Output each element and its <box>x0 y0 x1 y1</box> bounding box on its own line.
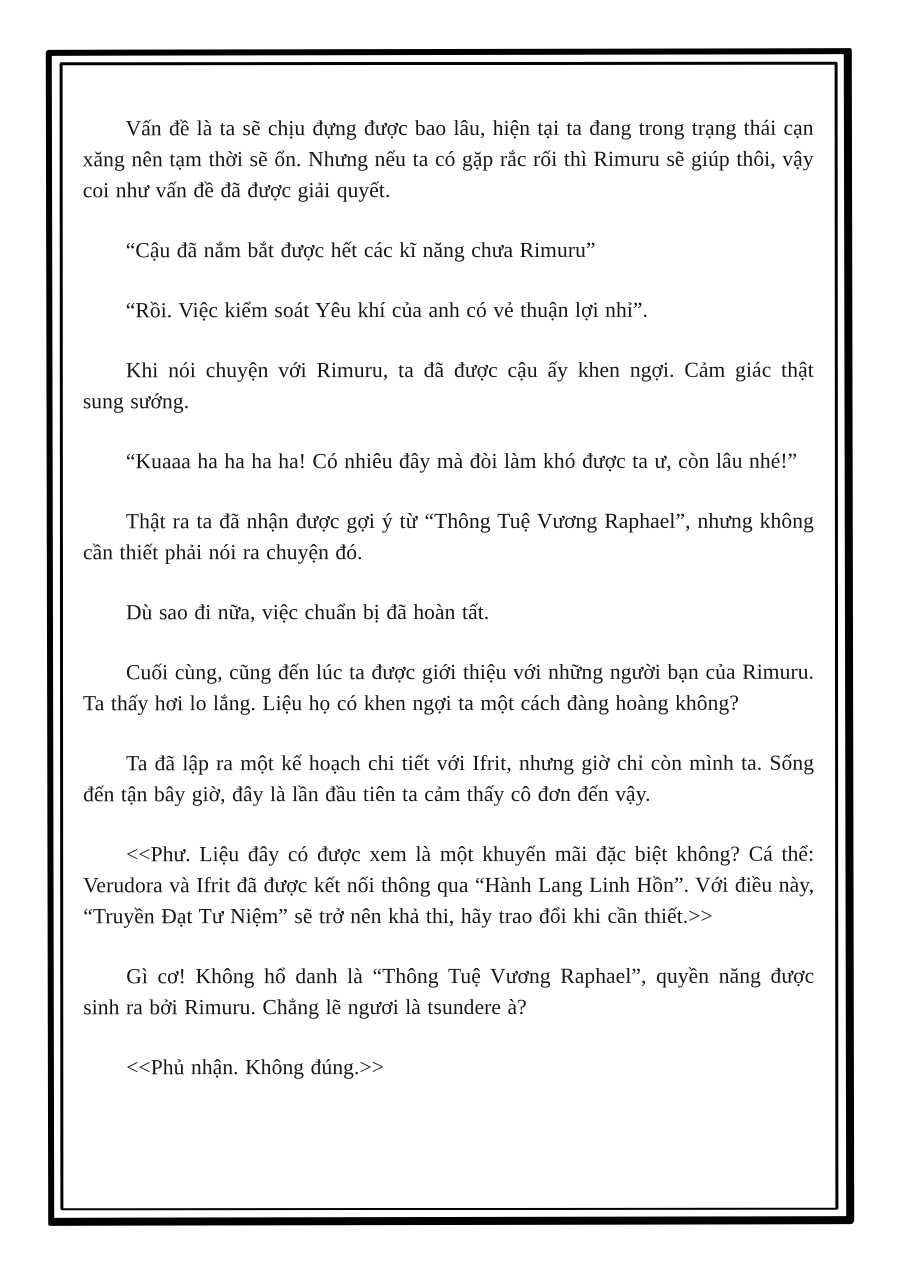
paragraph: Vấn đề là ta sẽ chịu đựng được bao lâu, hiện tại ta đang trong trạng thái cạn xăng nên tạm thời sẽ ổn. Nhưng nếu ta có gặp rắc rối thì Rimuru sẽ giúp thôi, vậy coi như vấn đề đã được giải quyết. <box>82 115 814 203</box>
paragraph: Cuối cùng, cũng đến lúc ta được giới thiệu với những người bạn của Rimuru. Ta thấy hơi lo lắng. Liệu họ có khen ngợi ta một cách đàng hoàng không? <box>83 659 815 716</box>
paragraph: Dù sao đi nữa, việc chuẩn bị đã hoàn tất. <box>125 599 490 625</box>
paragraph: Khi nói chuyện với Rimuru, ta đã được cậu ấy khen ngợi. Cảm giác thật sung sướng. <box>82 357 814 414</box>
paragraph: Gì cơ! Không hổ danh là “Thông Tuệ Vương Raphael”, quyền năng được sinh ra bởi Rimuru. Chẳng lẽ ngươi là tsundere à? <box>83 963 815 1020</box>
page-content <box>63 65 836 1209</box>
paragraph: <<Phư. Liệu đây có được xem là một khuyến mãi đặc biệt không? Cá thể: Verudora và Ifrit đã được kết nối thông qua “Hành Lang Linh Hồn”. Với điều này, “Truyền Đạt Tư Niệm” sẽ trở nên khả thi, hãy trao đổi khi cần thiết.>> <box>83 841 815 929</box>
page-frame-outer <box>46 48 854 1226</box>
paragraph: “Cậu đã nắm bắt được hết các kĩ năng chưa Rimuru” <box>125 237 596 263</box>
paragraph: “Kuaaa ha ha ha ha! Có nhiêu đây mà đòi làm khó được ta ư, còn lâu nhé!” <box>125 448 798 474</box>
paragraph: <<Phủ nhận. Không đúng.>> <box>126 1055 384 1080</box>
paragraph: Ta đã lập ra một kế hoạch chi tiết với Ifrit, nhưng giờ chỉ còn mình ta. Sống đến tận bây giờ, đây là lần đầu tiên ta cảm thấy cô đơn đến vậy. <box>83 750 815 807</box>
page-frame-inner <box>60 62 839 1211</box>
paragraph: Thật ra ta đã nhận được gợi ý từ “Thông Tuệ Vương Raphael”, nhưng không cần thiết phải nói ra chuyện đó. <box>82 508 814 565</box>
paragraph: “Rồi. Việc kiểm soát Yêu khí của anh có vẻ thuận lợi nhỉ”. <box>125 297 649 323</box>
